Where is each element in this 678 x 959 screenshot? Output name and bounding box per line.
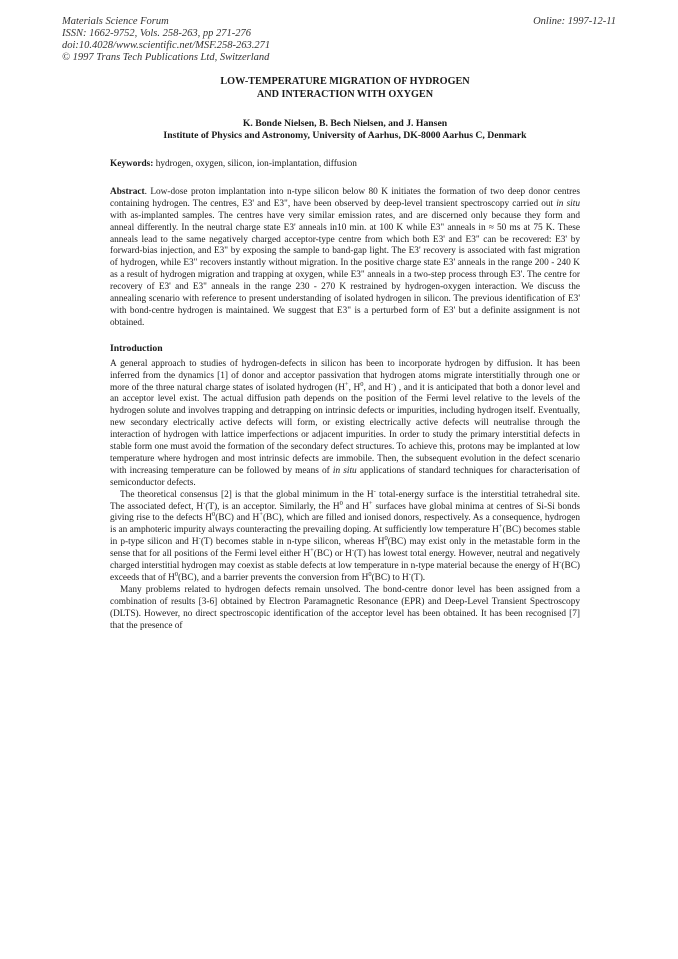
authors: K. Bonde Nielsen, B. Bech Nielsen, and J. Hansen bbox=[242, 118, 448, 129]
journal-name: Materials Science Forum bbox=[62, 16, 169, 27]
sup: 0 bbox=[212, 511, 216, 519]
p2-text: (T). bbox=[410, 573, 426, 583]
abstract-text-1: . Low-dose proton implantation into n-type silicon below 80 K initiates the formation of two deep donor centres containing hydrogen. The centres, E3' and E3", have been observed by deep-level transient spectroscopy carried out bbox=[110, 186, 580, 209]
p1-in-situ: in situ bbox=[332, 465, 357, 476]
p2-text: (BC) and H bbox=[215, 513, 260, 524]
title-line-2: AND INTERACTION WITH OXYGEN bbox=[256, 88, 434, 100]
sup: - bbox=[408, 570, 411, 578]
sup: - bbox=[351, 547, 355, 555]
sup: 0 bbox=[384, 535, 388, 543]
p2-text: (T) has lowest total energy. However, neutral and negatively charged interstitial hydrogen may coexist as stable defects at low temperature in n-type material because the energy of H bbox=[110, 549, 580, 572]
p2-text: (BC) may exist only in the metastable form in the sense that for all positions of the Fermi level either H bbox=[110, 537, 581, 560]
p2-text: (BC), and a barrier prevents the conversion from H bbox=[178, 573, 369, 583]
p2-text: (T), is an acceptor. Similarly, the H bbox=[205, 501, 340, 512]
p2-text: The theoretical consensus [2] is that the global minimum in the H bbox=[120, 489, 374, 500]
sup: 0 bbox=[368, 570, 372, 578]
online-date: Online: 1997-12-11 bbox=[533, 16, 616, 27]
sup: - bbox=[203, 499, 206, 507]
abstract-in-situ: in situ bbox=[556, 198, 580, 209]
sup: + bbox=[259, 511, 263, 519]
p1-text: , and H bbox=[363, 382, 391, 393]
sup: + bbox=[310, 547, 314, 555]
p2-text: (BC) exceeds that of H bbox=[110, 561, 580, 583]
keywords bbox=[110, 159, 580, 171]
sup: - bbox=[373, 487, 376, 495]
sup: + bbox=[368, 499, 373, 507]
sup: 0 bbox=[174, 570, 179, 578]
p2-text: (BC) or H bbox=[313, 549, 352, 560]
introduction-heading: Introduction bbox=[110, 342, 163, 354]
p1-text: ) , and it is anticipated that both a donor level and an acceptor level exist. The actual diffusion path depends on the position of the Fermi level relative to the levels of the hydrogen solute and involves trapping and detrapping on intrinsic defects or impurities, including hydrogen itself. Eventually, new secondary electrically active defects will form, or existing electrically active defects will neutralise through the interaction of hydrogen with lattice imperfections or adjacent impurities. In order to study the primary interstitial defects in stable form one must avoid the formation of the secondary defect structures. To achieve this, protons may be implanted at low temperature where hydrogen and most intrinsic defects are immobile. Then, the subsequent evolution in the defect scenario with increasing temperature can be followed by means of bbox=[110, 382, 580, 476]
paper-title bbox=[110, 76, 580, 101]
intro-paragraph-2 bbox=[110, 487, 581, 585]
p1-text: , H bbox=[348, 382, 361, 393]
abstract-label: Abstract bbox=[110, 186, 145, 197]
p2-text: total-energy surface is the interstitial tetrahedral site. The associated defect, H bbox=[110, 489, 580, 512]
p1-text: applications of standard techniques for characterisation of semiconductor defects. bbox=[110, 465, 580, 488]
paper-body bbox=[110, 76, 580, 633]
issn-line: ISSN: 1662-9752, Vols. 258-263, pp 271-276 bbox=[62, 28, 251, 39]
title-line-1: LOW-TEMPERATURE MIGRATION OF HYDROGEN bbox=[220, 76, 470, 87]
abstract bbox=[110, 187, 580, 330]
doi-link[interactable]: doi:10.4028/www.scientific.net/MSF.258-263.271 bbox=[62, 40, 271, 51]
intro-paragraph-3: Many problems related to hydrogen defects remain unsolved. The bond-centre donor level has been assigned from a combination of results [3-6] obtained by Electron Paramagnetic Resonance (EPR) and Deep-Level Transient Spectroscopy (DLTS). However, no direct spectroscopic identification of the acceptor level has been obtained. It has been recognised [7] that the presence of bbox=[110, 584, 580, 631]
publication-info bbox=[62, 16, 422, 64]
sup: 0 bbox=[339, 499, 343, 507]
abstract-text-2: with as-implanted samples. The centres have very similar emission rates, and are discerned only because they form and anneal differently. In the neutral charge state E3' anneals in10 min. at 100 K while E3" anneals in ≈ 50 ms at 75 K. These anneals lead to the same negatively charged acceptor-type centre from which both E3' and E3" can be recovered: E3' by forward-bias injection, and E3" by exposing the sample to band-gap light. The E3' recovery is associated with fast migration of hydrogen, while E3" recovers instantly without migration. In the positive charge state E3' anneals in the range 200 - 240 K as a result of hydrogen migration and trapping at oxygen, while E3" anneals in a two-step process through E3'. The centre for recovery of E3' and E3" anneals in the range 230 - 270 K restrained by hydrogen-oxygen interaction. We discuss the annealing scenario with reference to present understanding of isolated hydrogen in silicon. The previous identification of E3' with bond-centre hydrogen is maintained. We suggest that E3" is a perturbed form of E3' but a definite assignment is not obtained. bbox=[110, 210, 580, 328]
p2-text: (T) becomes stable in n-type silicon, whereas H bbox=[200, 537, 385, 548]
affiliation: Institute of Physics and Astronomy, University of Aarhus, DK-8000 Aarhus C, Denmark bbox=[163, 130, 527, 141]
p2-text: (BC) to H bbox=[371, 573, 409, 583]
sup: + bbox=[344, 380, 349, 388]
sup: - bbox=[559, 559, 562, 566]
p2-text: surfaces have global minima at centres of Si-Si bonds giving rise to the defects H bbox=[110, 501, 580, 524]
sup: 0 bbox=[360, 380, 364, 388]
p2-text: (BC), which are filled and ionised donors, respectively. As a consequence, hydrogen is an amphoteric impurity always counteracting the prevailing doping. At sufficiently low temperature H bbox=[110, 513, 581, 536]
p2-text: (BC) becomes stable in p-type silicon and H bbox=[110, 525, 580, 548]
keywords-text: hydrogen, oxygen, silicon, ion-implantation, diffusion bbox=[155, 159, 357, 169]
sup: - bbox=[198, 535, 201, 543]
p2-text: and H bbox=[342, 501, 369, 512]
keywords-label: Keywords: bbox=[110, 159, 154, 169]
p1-text: A general approach to studies of hydrogen-defects in silicon has been to incorporate hydrogen by diffusion. It has been inferred from the dynamics [1] of donor and acceptor passivation that hydrogen atoms migrate interstitially through one or more of the three natural charge states of isolated hydrogen (H bbox=[110, 358, 580, 393]
copyright-line: © 1997 Trans Tech Publications Ltd, Switzerland bbox=[62, 52, 270, 63]
sup: - bbox=[391, 380, 394, 388]
sup: + bbox=[498, 523, 503, 531]
intro-paragraph-1 bbox=[110, 359, 580, 490]
